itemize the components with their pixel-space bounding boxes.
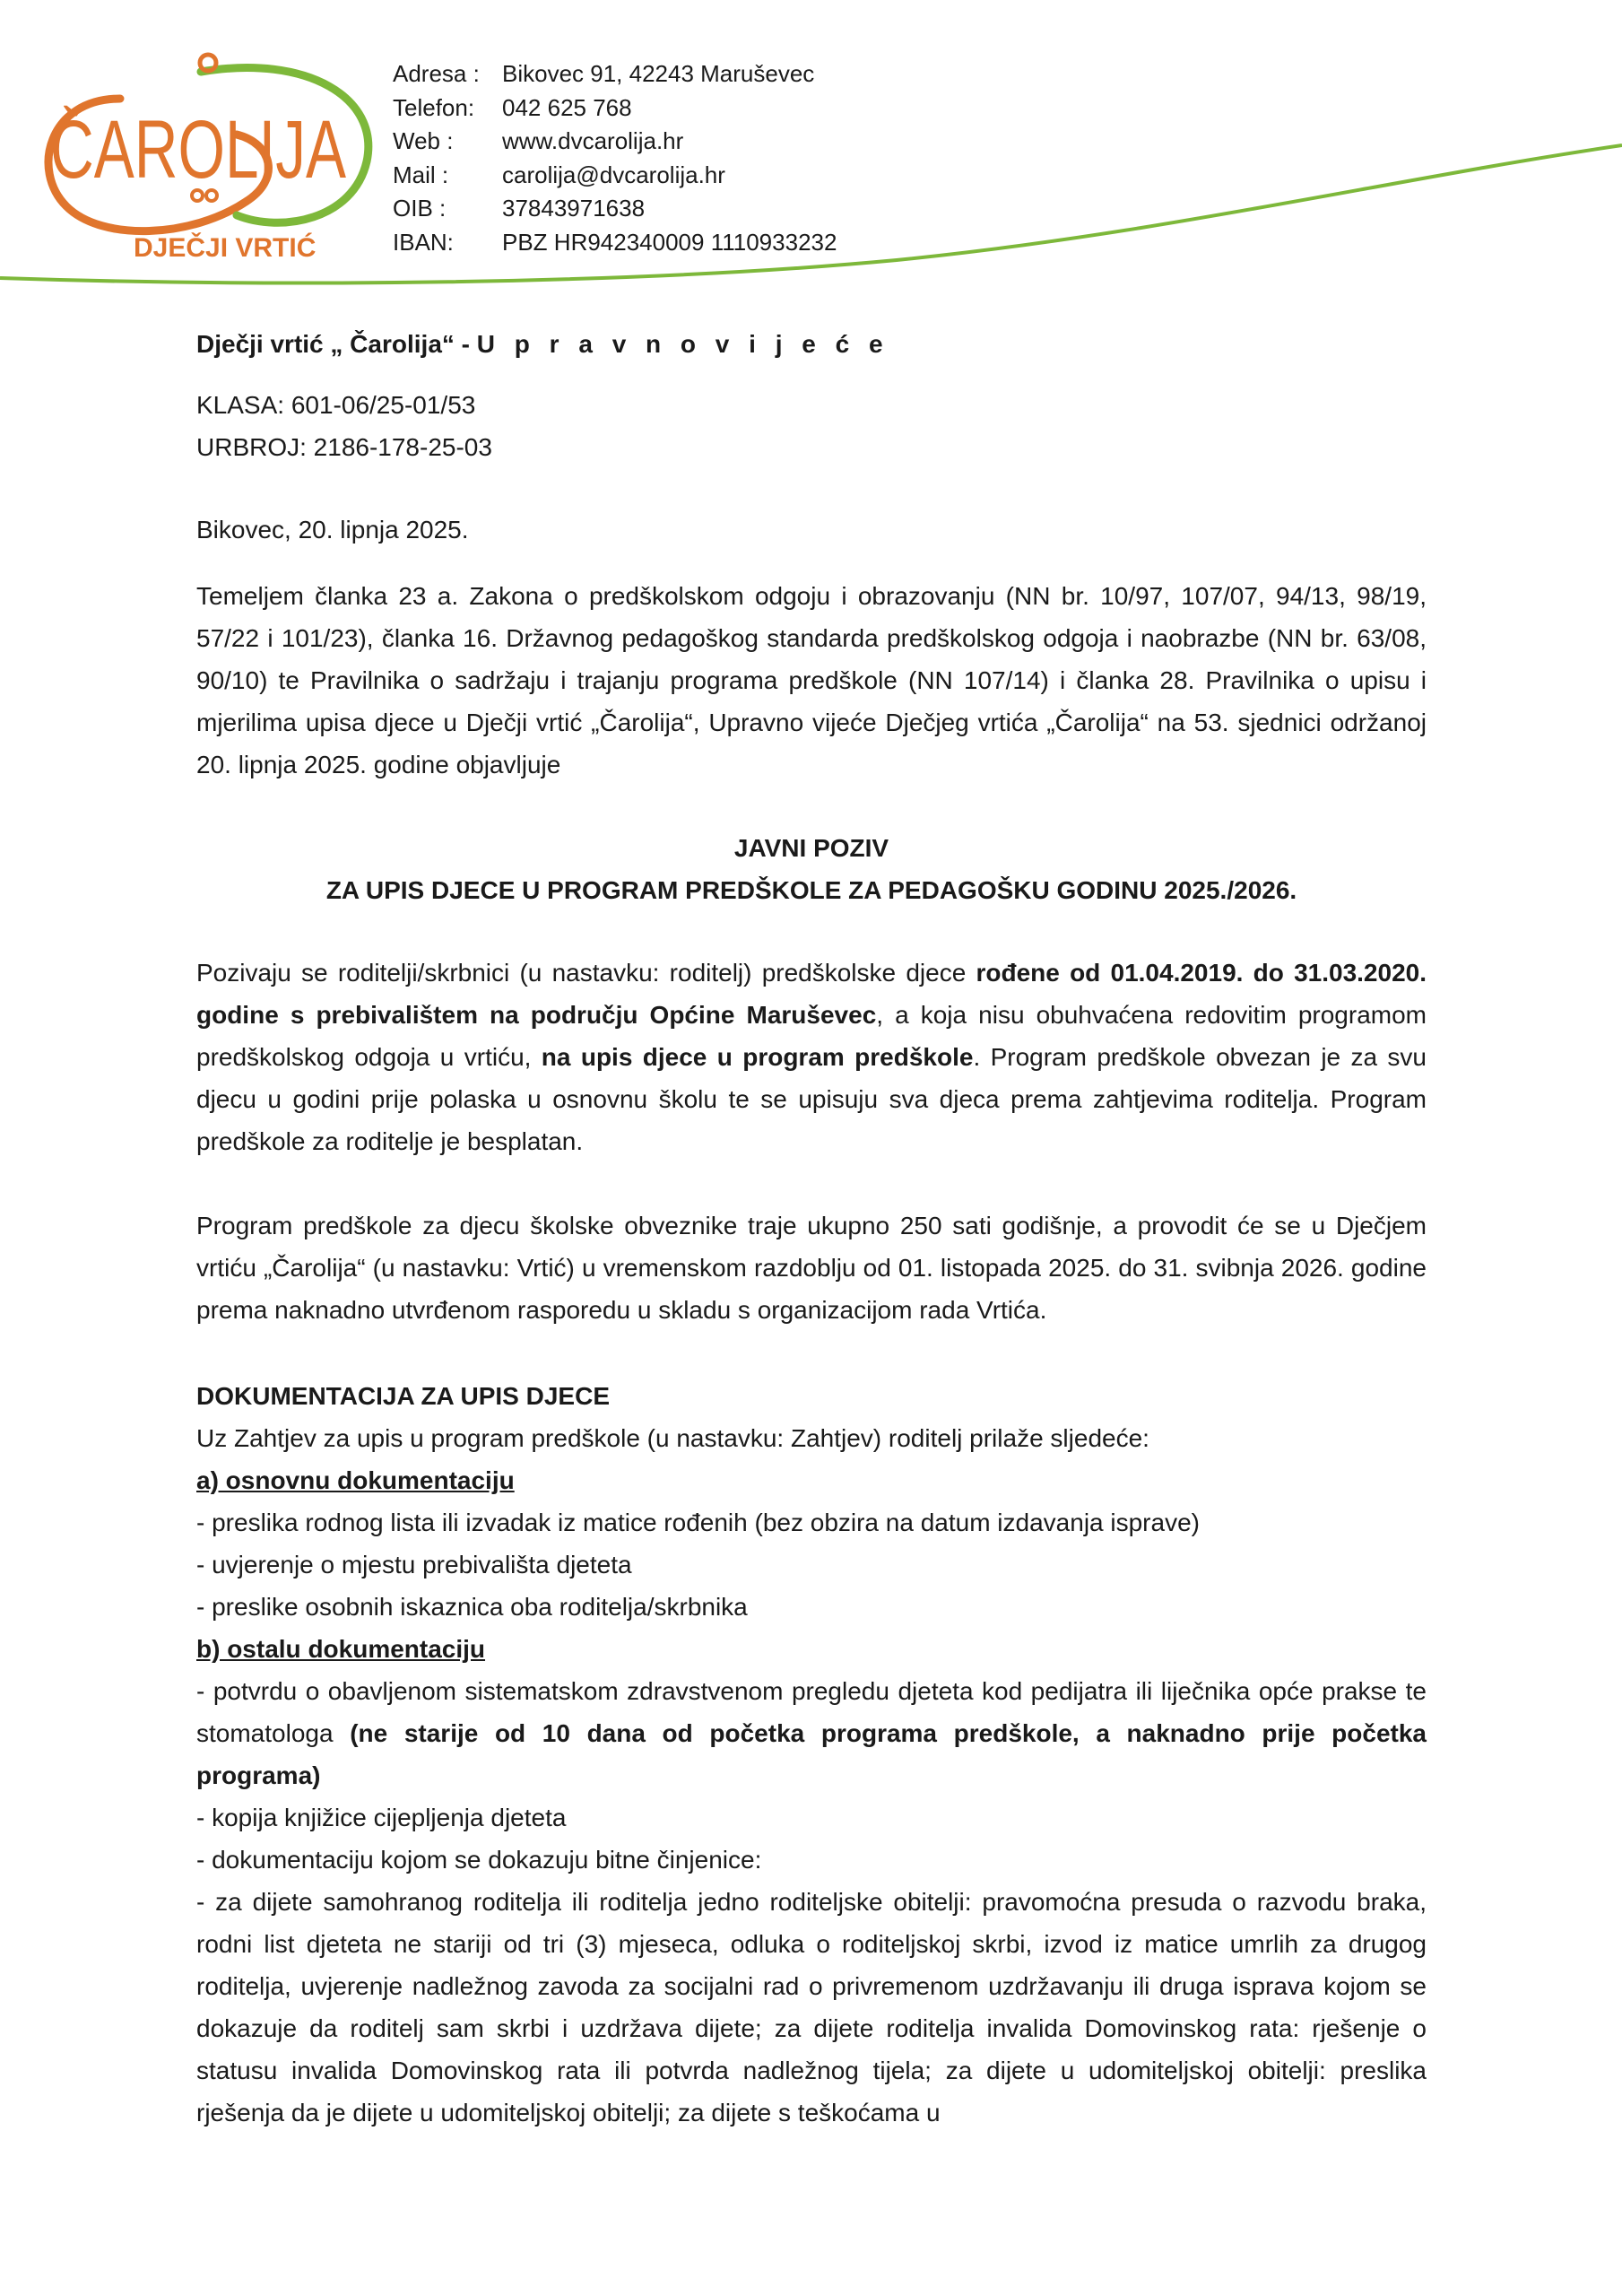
contact-phone xyxy=(393,91,837,126)
logo-wordmark: ČAROLIJA xyxy=(50,104,347,196)
list-item: - uvjerenje o mjestu prebivališta djeteta xyxy=(196,1551,632,1578)
council-name: U p r a v n o v i j e ć e xyxy=(476,330,889,358)
header-swoosh-line xyxy=(0,135,1622,296)
list-item: - kopija knjižice cijepljenja djeteta xyxy=(196,1804,567,1831)
paragraph-invitation xyxy=(196,952,1427,1162)
contact-label: OIB : xyxy=(393,195,447,222)
text-span: . Program predškole obvezan je za svu djecu u godini prije polaska u osnovnu školu te se upisuju sva djeca prema zahtjevima roditelja. Program predškole za roditelje je besplatan. xyxy=(196,1043,1427,1155)
bold-span: na upis djece u program predškole xyxy=(541,1043,974,1071)
title-line-1: JAVNI POZIV xyxy=(733,834,889,862)
docs-b-heading: b) ostalu dokumentaciju xyxy=(196,1635,486,1663)
document-title xyxy=(196,827,1427,911)
contact-label: Adresa : xyxy=(393,60,480,87)
org-name: Dječji vrtić „ Čarolija“ - xyxy=(196,330,470,358)
org-heading xyxy=(196,323,1427,365)
text-span: , a koja nisu obuhvaćena redovitim programom predškolskog odgoja u vrtiću, xyxy=(196,1001,1427,1071)
contact-value: 37843971638 xyxy=(502,195,646,222)
docs-intro: Uz Zahtjev za upis u program predškole (u nastavku: Zahtjev) roditelj prilaže sljedeće: xyxy=(196,1424,1149,1452)
contact-value: Bikovec 91, 42243 Maruševec xyxy=(502,60,815,87)
bold-span: rođene od 01.04.2019. do 31.03.2020. godine s prebivalištem na području Općine Maruševec xyxy=(196,959,1427,1029)
invitation-text xyxy=(196,952,1427,1162)
bold-span: (ne starije od 10 dana od početka programa predškole, a naknadno prije početka programa) xyxy=(196,1719,1427,1789)
list-item: - dokumentaciju kojom se dokazuju bitne činjenice: xyxy=(196,1846,762,1874)
documentation-section xyxy=(196,1375,1427,2134)
program-text: Program predškole za djecu školske obveznike traje ukupno 250 sati godišnje, a provodit će se u Dječjem vrtiću „Čarolija“ (u nastavku: Vrtić) u vremenskom razdoblju od 01. listopada 2025. do 31. svibnja 2026. godine prema naknadno utvrđenom rasporedu u skladu s organizacijom rada Vrtića. xyxy=(196,1212,1427,1324)
contact-value: PBZ HR942340009 1110933232 xyxy=(502,228,837,256)
contact-address xyxy=(393,57,837,91)
contact-value: 042 625 768 xyxy=(502,93,632,121)
date-line xyxy=(196,509,1427,551)
contact-label: Telefon: xyxy=(393,93,475,121)
logo-subtitle: DJEČJI VRTIĆ xyxy=(134,233,317,263)
title-line-2: ZA UPIS DJECE U PROGRAM PREDŠKOLE ZA PEDAGOŠKU GODINU 2025./2026. xyxy=(325,876,1297,904)
docs-heading: DOKUMENTACIJA ZA UPIS DJECE xyxy=(196,1382,611,1410)
list-item xyxy=(196,1670,1427,1796)
klasa: KLASA: 601-06/25-01/53 xyxy=(196,391,476,419)
list-item: - za dijete samohranog roditelja ili roditelja jedno roditeljske obitelji: pravomoćna presuda o razvodu braka, rodni list djeteta ne stariji od tri (3) mjeseca, odluka o roditeljskoj skrbi, izvod iz matice umrlih za drugog roditelja, uvjerenje nadležnog zavoda za socijalni rad o privremenom uzdržavanju ili druga isprava kojom se dokazuje da roditelj sam skrbi i uzdržava dijete; za dijete roditelja invalida Domovinskog rata: rješenje o statusu invalida Domovinskog rata ili potvrda nadležnog tijela; za dijete u udomiteljskoj obitelji: preslika rješenja da je dijete u udomiteljskoj obitelji; za dijete s teškoćama u xyxy=(196,1888,1427,2126)
docs-a-heading: a) osnovnu dokumentaciju xyxy=(196,1466,515,1494)
intro-paragraph xyxy=(196,575,1427,786)
text-span: Pozivaju se roditelji/skrbnici (u nastavku: roditelj) predškolske djece xyxy=(196,959,976,987)
contact-label: IBAN: xyxy=(393,228,454,256)
reference-numbers xyxy=(196,384,1427,468)
paragraph-program xyxy=(196,1205,1427,1331)
contact-label: Mail : xyxy=(393,161,449,188)
contact-value: carolija@dvcarolija.hr xyxy=(502,161,725,188)
document-date: Bikovec, 20. lipnja 2025. xyxy=(196,516,469,544)
urbroj: URBROJ: 2186-178-25-03 xyxy=(196,433,492,461)
intro-text: Temeljem članka 23 a. Zakona o predškolskom odgoju i obrazovanju (NN br. 10/97, 107/07, 94/13, 98/19, 57/22 i 101/23), članka 16. Državnog pedagoškog standarda predškolskog odgoja i naobrazbe (NN br. 63/08, 90/10) te Pravilnika o sadržaju i trajanju programa predškole (NN 107/14) i članka 28. Pravilnika o upisu i mjerilima upisa djece u Dječji vrtić „Čarolija“, Upravno vijeće Dječjeg vrtića „Čarolija“ na 53. sjednici održanoj 20. lipnja 2025. godine objavljuje xyxy=(196,582,1427,778)
list-item: - preslika rodnog lista ili izvadak iz matice rođenih (bez obzira na datum izdavanja isprave) xyxy=(196,1509,1200,1536)
contact-value: www.dvcarolija.hr xyxy=(502,127,684,154)
list-item: - preslike osobnih iskaznica oba roditelja/skrbnika xyxy=(196,1593,748,1621)
text-span: - potvrdu o obavljenom sistematskom zdravstvenom pregledu djeteta kod pedijatra ili liječnika opće prakse te stomatologa xyxy=(196,1677,1427,1747)
contact-label: Web : xyxy=(393,127,454,154)
